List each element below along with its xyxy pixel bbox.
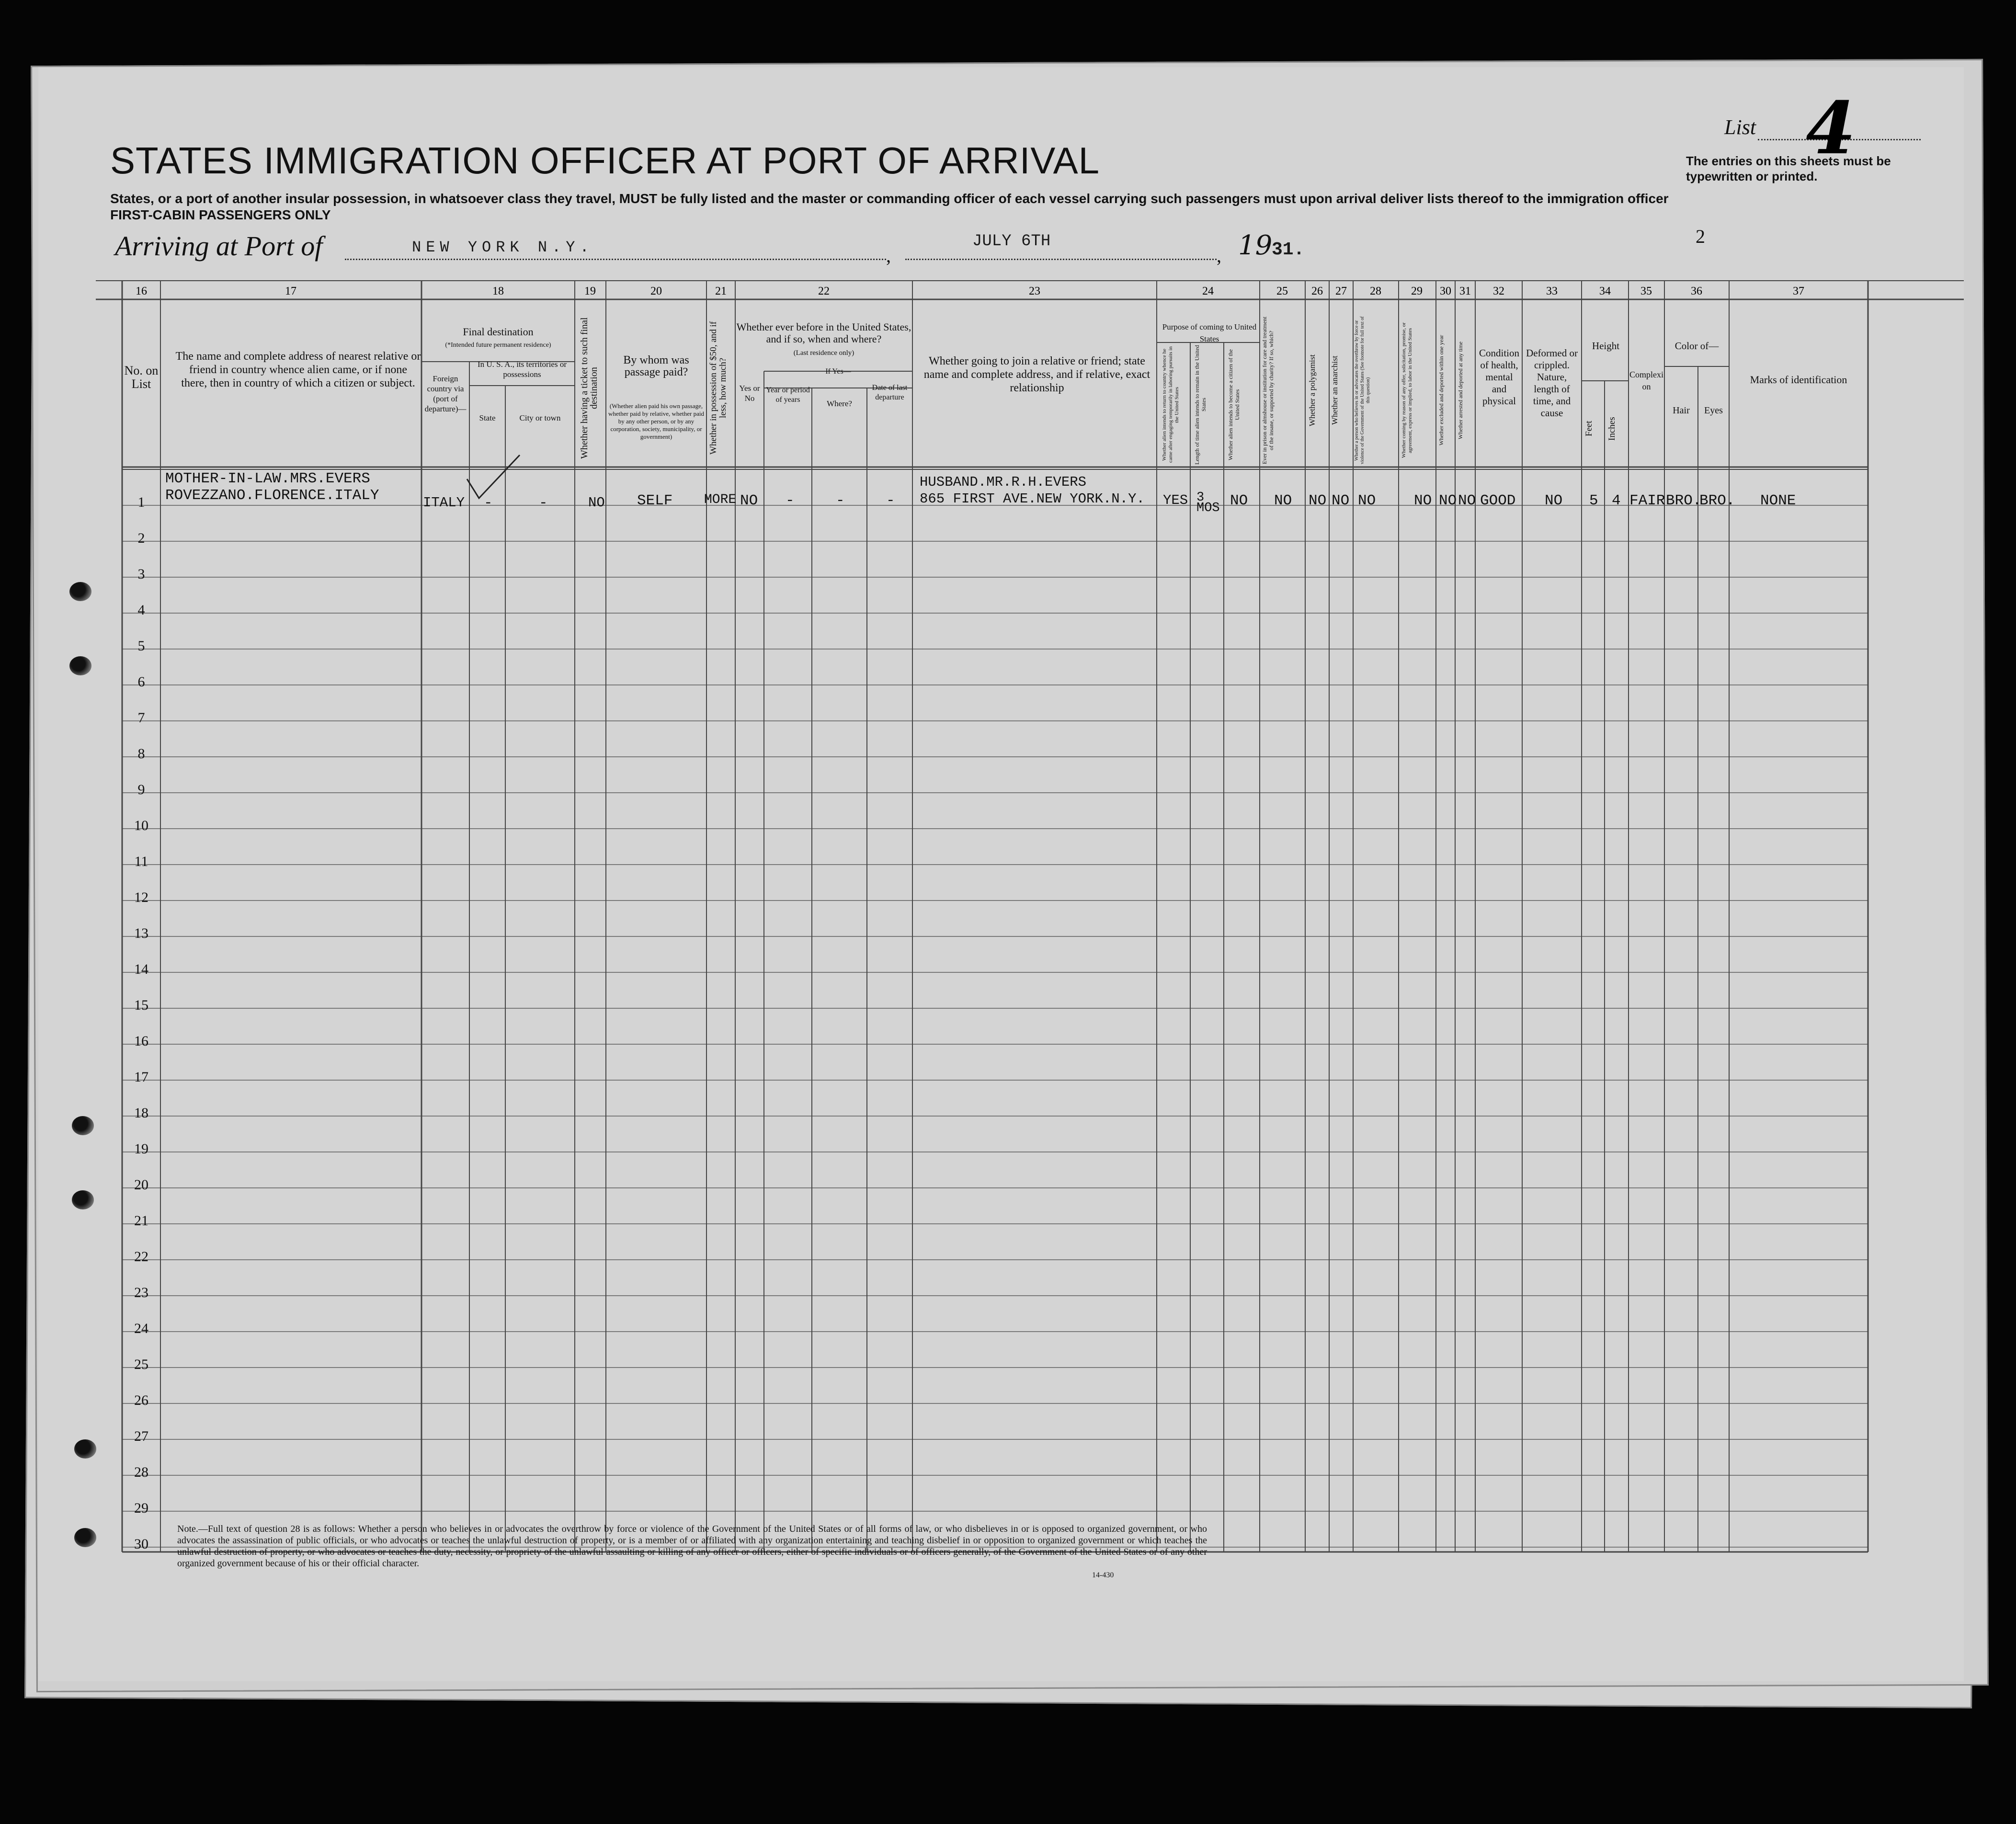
entry-complexion: FAIR [1629, 492, 1665, 509]
instructions-text: States, or a port of another insular possession, in whatsoever class they travel, MUST be fully listed and the master or commanding officer of each vessel carrying such passengers must upon arrival deliver lists thereof to the immigration officer [110, 191, 1669, 206]
header-money: Whether in possession of $50, and if less, how much? [708, 321, 728, 455]
column-number: 20 [650, 285, 662, 297]
row-number: 21 [134, 1213, 148, 1229]
header-before-in-us: Whether ever before in the United States, and if so, when and where? [736, 321, 911, 345]
entries-note: The entries on this sheets must be typewritten or printed. [1686, 154, 1891, 183]
entry-deformed: NO [1545, 492, 1563, 509]
entry-prison: NO [1274, 492, 1292, 509]
header-final-destination: Final destination [463, 326, 534, 338]
header-polygamist: Whether a polygamist [1308, 354, 1317, 427]
row-number: 3 [137, 566, 145, 582]
entry-eyes: BRO. [1699, 492, 1735, 509]
row-number: 26 [134, 1392, 148, 1408]
arrival-date: JULY 6TH [972, 232, 1051, 251]
binder-hole [74, 1528, 96, 1547]
column-number: 23 [1029, 285, 1040, 297]
row-number: 23 [134, 1285, 148, 1300]
header-prison: Ever in prison or almshouse or institution for care and treatment of the insane, or supported by charity? If so, which? [1261, 317, 1275, 464]
header-anarchist: Whether an anarchist [1330, 355, 1339, 425]
column-number: 30 [1440, 285, 1451, 297]
column-number: 17 [285, 285, 296, 297]
entry-health: GOOD [1480, 492, 1516, 509]
header-ticket: Whether having a ticket to such final destination [579, 317, 599, 459]
page-number: 2 [1696, 226, 1705, 247]
entry-feet: 5 [1589, 492, 1598, 509]
page-title: STATES IMMIGRATION OFFICER AT PORT OF ARRIVAL [110, 139, 1100, 182]
header-return-intent: Whether alien intends to return to country whence he came after engaging temporarily in laboring pursuits in the United States [1162, 346, 1180, 463]
year-suffix: 31. [1272, 239, 1305, 260]
port-line [345, 259, 886, 260]
row-number: 25 [134, 1357, 148, 1372]
header-eyes: Eyes [1704, 405, 1723, 416]
header-no-on-list: No. on List [124, 364, 159, 391]
column-number: 37 [1793, 285, 1804, 297]
header-join-relative: Whether going to join a relative or friend; state name and complete address, and if relative, exact relationship [923, 355, 1150, 394]
row-number: 29 [134, 1500, 148, 1516]
row-number: 28 [134, 1464, 148, 1480]
binder-hole [72, 1190, 94, 1209]
row-number: 22 [134, 1249, 148, 1265]
header-period: Year or period of years [766, 386, 810, 404]
header-where: Where? [827, 399, 852, 408]
row-number: 11 [134, 854, 148, 869]
header-marks: Marks of identification [1750, 374, 1847, 386]
column-number: 34 [1599, 285, 1611, 297]
entry-relative-line2: ROVEZZANO.FLORENCE.ITALY [165, 487, 379, 504]
header-last-departure: Date of last departure [872, 384, 908, 401]
entry-money: MORE [704, 492, 737, 507]
list-number: 4 [1806, 86, 1856, 171]
header-usa: In U. S. A., its territories or possessions [477, 360, 567, 379]
header-purpose: Purpose of coming to United States [1162, 322, 1257, 343]
entry-labor-offer: NO [1414, 492, 1432, 509]
class-line: FIRST-CABIN PASSENGERS ONLY [110, 207, 331, 222]
row-number: 18 [134, 1105, 148, 1121]
row-number: 5 [137, 638, 145, 654]
row-number: 7 [137, 710, 145, 726]
header-deformed: Deformed or crippled. Nature, length of time, and cause [1526, 347, 1578, 419]
row-number: 20 [134, 1177, 148, 1193]
column-number: 36 [1691, 285, 1702, 297]
manifest-sheet [38, 67, 1964, 1681]
column-number: 22 [818, 285, 830, 297]
row-number: 17 [134, 1069, 148, 1085]
arrival-port: NEW YORK N.Y. [412, 239, 594, 256]
header-citizen: Whether alien intends to become a citizen of the United States [1227, 349, 1241, 460]
entry-marks: NONE [1760, 492, 1796, 509]
column-number: 32 [1493, 285, 1504, 297]
separator: , [1217, 245, 1221, 266]
entry-foreign-country: ITALY [423, 495, 465, 511]
entry-before-date: - [886, 492, 895, 509]
header-final-destination-note: (*Intended future permanent residence) [445, 342, 551, 349]
entry-join-line1: HUSBAND.MR.R.H.EVERS [920, 474, 1087, 490]
binder-hole [69, 656, 91, 675]
arrival-label: Arriving at Port of [115, 230, 323, 262]
row-number: 8 [137, 746, 145, 762]
header-excluded: Whether excluded and deported within one year [1438, 335, 1445, 446]
entry-overthrow: NO [1358, 492, 1376, 509]
row-number: 13 [134, 925, 148, 941]
header-city: City or town [519, 413, 561, 422]
header-complexion: Complexion [1629, 370, 1663, 391]
entry-excluded: NO [1439, 492, 1457, 509]
entry-city: - [539, 495, 548, 512]
header-overthrow: Whether a person who believes in or advocates the overthrow by force or violence of the Government of the United States (See footnote for full text of this question) [1354, 316, 1371, 465]
column-number: 33 [1546, 285, 1558, 297]
row-number: 9 [137, 782, 145, 798]
column-number: 19 [584, 285, 596, 297]
header-state: State [479, 413, 496, 422]
header-before-yesno: Yes or No [739, 384, 760, 403]
column-number: 28 [1370, 285, 1381, 297]
header-before-note: (Last residence only) [793, 349, 854, 357]
entry-state: - [484, 495, 493, 512]
year-prefix: 19 [1238, 230, 1273, 261]
header-height: Height [1592, 340, 1620, 352]
row-number: 1 [137, 494, 145, 510]
entry-inches: 4 [1612, 492, 1621, 509]
header-passage-paid-note: (Whether alien paid his own passage, whether paid by relative, whether paid by any other person, or by any corporation, society, municipality, or government) [608, 402, 704, 440]
header-passage-paid: By whom was passage paid? [623, 354, 689, 378]
entry-hair: BRO. [1666, 492, 1702, 509]
column-number: 21 [715, 285, 727, 297]
row-number: 12 [134, 889, 148, 905]
header-health: Condition of health, mental and physical [1479, 347, 1519, 407]
binder-hole [74, 1439, 96, 1459]
entry-relative-line1: MOTHER-IN-LAW.MRS.EVERS [165, 470, 370, 487]
header-color-of: Color of— [1674, 340, 1719, 352]
entry-citizen: NO [1230, 492, 1248, 509]
row-number: 6 [137, 674, 145, 690]
page-subtitle [110, 191, 1739, 223]
date-line [905, 259, 1217, 260]
header-stay-length: Length of time alien intends to remain in the United States [1194, 345, 1207, 465]
column-number: 31 [1459, 285, 1471, 297]
header-hair: Hair [1673, 405, 1690, 416]
row-number: 19 [134, 1141, 148, 1157]
header-arrested: Whether arrested and deported at any time [1457, 342, 1464, 439]
header-inches: Inches [1607, 417, 1617, 441]
header-nearest-relative: The name and complete address of nearest relative or friend in country whence alien came, or if none there, then in country of which a citizen or subject. [175, 350, 421, 389]
separator: , [886, 245, 891, 266]
binder-hole [72, 1116, 94, 1135]
column-number: 27 [1335, 285, 1347, 297]
column-number: 29 [1411, 285, 1423, 297]
row-number: 16 [134, 1033, 148, 1049]
row-number: 30 [134, 1536, 148, 1552]
entry-join-line2: 865 FIRST AVE.NEW YORK.N.Y. [920, 491, 1145, 507]
row-number: 2 [137, 530, 145, 546]
entry-paid-by: SELF [637, 492, 673, 509]
column-number: 24 [1202, 285, 1214, 297]
entry-before-yesno: NO [740, 492, 758, 509]
header-labor-offer: Whether coming by reason of any offer, solicitation, promise, or agreement, express or implied, to labor in the United States [1401, 322, 1413, 458]
row-number: 4 [137, 602, 145, 618]
column-number: 18 [492, 285, 504, 297]
entry-before-where: - [836, 492, 845, 509]
row-number: 27 [134, 1428, 148, 1444]
row-number: 15 [134, 997, 148, 1013]
form-code: 14-430 [1092, 1571, 1114, 1579]
header-if-yes: If Yes— [825, 367, 851, 376]
entry-stay-length: 3 MOS [1196, 490, 1220, 515]
column-number: 25 [1276, 285, 1288, 297]
entry-arrested: NO [1458, 492, 1476, 509]
row-number: 14 [134, 961, 148, 977]
checkmark-icon [462, 450, 524, 503]
row-number: 10 [134, 818, 148, 833]
list-label: List [1724, 115, 1756, 139]
column-number: 26 [1311, 285, 1323, 297]
entry-return-intent: YES [1163, 492, 1188, 508]
entry-anarchist: NO [1332, 492, 1350, 509]
entry-ticket: NO [588, 495, 605, 511]
footnote: Note.—Full text of question 28 is as follows: Whether a person who believes in or advocates the overthrow by force or violence of the Government of the United States or of all forms of law, or who disbelieves in or is opposed to organized government, or who advocates the assassination of public officials, or who advocates or teaches the unlawful destruction of property, or is a member of or affiliated with any organization entertaining and teaching disbelief in or opposition to organized government or which teaches the unlawful destruction of property, or who advocates or teaches the duty, necessity, or propriety of the unlawful assaulting or killing of any officer or officers, either of specific individuals or of officers generally, of the Government of the United States or of any other organized government because of his or their official character. [177, 1524, 1207, 1569]
header-feet: Feet [1584, 421, 1594, 437]
column-number: 16 [136, 285, 147, 297]
column-number: 35 [1640, 285, 1652, 297]
row-number: 24 [134, 1321, 148, 1336]
binder-hole [69, 582, 91, 601]
header-foreign-country: Foreign country via (port of departure)— [424, 374, 467, 413]
entry-before-period: - [786, 492, 795, 509]
entry-polygamist: NO [1309, 492, 1327, 509]
